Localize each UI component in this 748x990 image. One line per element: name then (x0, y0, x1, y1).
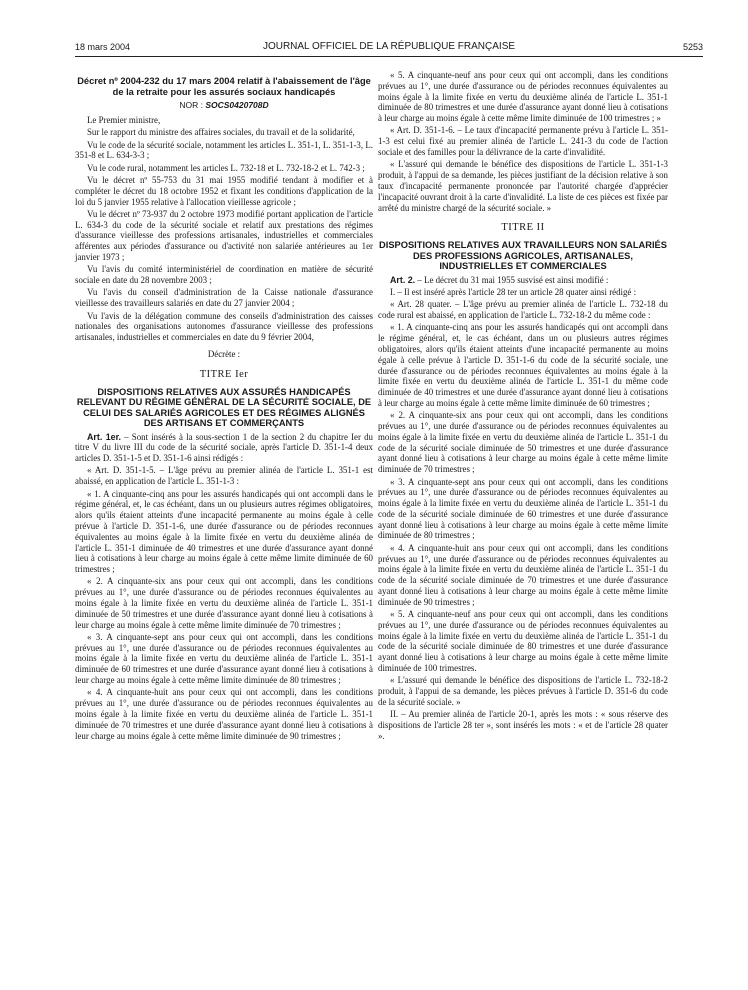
titre-2: TITRE II (501, 222, 545, 234)
paragraph: Vu le décret nº 73-937 du 2 octobre 1973 modifié portant application de l'article L. 634-3 du code de la sécurité sociale et relatif aux prestations des régimes d'assurance vieillesse des professions artisanales, industrielles et commerciales afférentes aux périodes d'assurance ou d'activité non salariée antérieures au 1er janvier 1973 ; (75, 208, 373, 263)
right-column (378, 70, 668, 743)
paragraph: « Art. 28 quater. – L'âge prévu au premier alinéa de l'article L. 732-18 du code rural est abaissé, en application de l'article L. 732-18-2 du même code : (378, 299, 668, 321)
titre-1: TITRE Ier (199, 368, 249, 380)
paragraph: « L'assuré qui demande le bénéfice des dispositions de l'article L. 351-1-3 produit, à l'appui de sa demande, les pièces justifiant de la décision relative à son taux d'incapacité permanente prononcée par l'autorité chargée d'apprécier l'incapacité ouvrant droit à la carte d'invalidité. La liste de ces pièces est fixée par arrêté du ministre chargé de la sécurité sociale. » (378, 159, 668, 213)
paragraph: « 2. A cinquante-six ans pour ceux qui ont accompli, dans les conditions prévues au 1°, une durée d'assurance ou de périodes reconnues équivalentes au moins égale à la limite fixée en vertu du deuxième alinéa de l'article L. 351-1 diminuée de 50 trimestres et une durée d'assurance ayant donné lieu à cotisations à leur charge au moins égale à cette même limite diminuée de 70 trimestres ; (75, 576, 373, 630)
page-header (75, 40, 703, 57)
article-1-label: Art. 1er. (87, 431, 121, 442)
titre-2-heading: DISPOSITIONS RELATIVES AUX TRAVAILLEURS NON SALARIÉS DES PROFESSIONS AGRICOLES, ARTISANALES, INDUSTRIELLES ET COMMERCIALES (379, 240, 667, 272)
left-column (75, 70, 373, 743)
paragraph: « 4. A cinquante-huit ans pour ceux qui ont accompli, dans les conditions prévues au 1°, une durée d'assurance ou de périodes reconnues équivalentes au moins égale à la limite fixée en vertu du deuxième alinéa de l'article L. 351-1 diminuée de 70 trimestres et une durée d'assurance ayant donné lieu à cotisations à leur charge au moins égale à cette même limite diminuée de 90 trimestres ; (75, 687, 373, 741)
paragraph: Vu l'avis du conseil d'administration de la Caisse nationale d'assurance vieillesse des travailleurs salariés en date du 27 janvier 2004 ; (75, 287, 373, 309)
titre-1-heading: DISPOSITIONS RELATIVES AUX ASSURÉS HANDICAPÉS RELEVANT DU RÉGIME GÉNÉRAL DE LA SÉCURITÉ SOCIALE, DE CELUI DES SALARIÉS AGRICOLES ET DES RÉGIMES ALIGNÉS DES ARTISANS ET COMMERÇANTS (76, 386, 372, 429)
article-2-label: Art. 2. (390, 274, 416, 285)
article-2 (378, 275, 668, 286)
decree-title: Décret nº 2004-232 du 17 mars 2004 relatif à l'abaissement de l'âge de la retraite pour les assurés sociaux handicapés (77, 76, 371, 97)
paragraph: Sur le rapport du ministre des affaires sociales, du travail et de la solidarité, (87, 127, 355, 138)
paragraph: « 1. A cinquante-cinq ans pour les assurés handicapés qui ont accompli dans le régime général, et, le cas échéant, dans un ou plusieurs autres régimes obligatoires, alors qu'ils étaient atteints d'une incapacité permanente au moins égale à celle prévue à l'article D. 351-1-6, une durée d'assurance ou de périodes reconnues équivalentes au moins égale à la limite fixée en vertu du deuxième alinéa de l'article L. 351-1 diminuée de 40 trimestres et une durée d'assurance ayant donné lieu à cotisations à leur charge au moins égale à cette même limite diminuée de 60 trimestres ; (75, 488, 373, 575)
paragraph: « 5. A cinquante-neuf ans pour ceux qui ont accompli, dans les conditions prévues au 1°, une durée d'assurance ou de périodes reconnues équivalentes au moins égale à la limite fixée en vertu du deuxième alinéa de l'article L. 351-1 diminuée de 80 trimestres et une durée d'assurance ayant donné lieu à cotisations à leur charge au moins égale à cette même limite diminuée de 100 trimestres ; » (378, 70, 668, 124)
paragraph: « 2. A cinquante-six ans pour ceux qui ont accompli, dans les conditions prévues au 1°, une durée d'assurance ou de périodes reconnues équivalentes au moins égale à la limite fixée en vertu du deuxième alinéa de l'article L. 351-1 du code de la sécurité sociale diminuée de 50 trimestres et une durée d'assurance ayant donné lieu à cotisations à leur charge au moins égale à cette même limite diminuée de 70 trimestres ; (378, 410, 668, 475)
article-1 (75, 432, 373, 464)
article-1-text: – Sont insérés à la sous-section 1 de la section 2 du chapitre Ier du titre V du livre III du code de la sécurité sociale, après l'article D. 351-1-4 deux articles D. 351-1-5 et D. 351-1-6 ainsi rédigés : (75, 431, 373, 464)
journal-title: JOURNAL OFFICIEL DE LA RÉPUBLIQUE FRANÇAISE (262, 41, 516, 52)
article-2-text: – Le décret du 31 mai 1955 susvisé est ainsi modifié : (415, 274, 609, 285)
paragraph: « Art. D. 351-1-5. – L'âge prévu au premier alinéa de l'article L. 351-1 est abaissé, en application de l'article L. 351-1-3 : (75, 465, 373, 487)
nor-reference (75, 100, 373, 110)
paragraph: « 5. A cinquante-neuf ans pour ceux qui ont accompli, dans les conditions prévues au 1°, une durée d'assurance ou de périodes reconnues équivalentes au moins égale à la limite fixée en vertu du deuxième alinéa de l'article L. 351-1 du code de la sécurité sociale diminuée de 80 trimestres et une durée d'assurance ayant donné lieu à cotisations à leur charge au moins égale à cette même limite diminuée de 100 trimestres. (378, 609, 668, 674)
paragraph: « 3. A cinquante-sept ans pour ceux qui ont accompli, dans les conditions prévues au 1°, une durée d'assurance ou de périodes reconnues équivalentes au moins égale à la limite fixée en vertu du deuxième alinéa de l'article L. 351-1 diminuée de 60 trimestres et une durée d'assurance ayant donné lieu à cotisations à leur charge au moins égale à cette même limite diminuée de 80 trimestres ; (75, 631, 373, 686)
paragraph: Le Premier ministre, (87, 115, 161, 125)
decrete-line: Décrète : (207, 348, 241, 359)
nor-label: NOR : (179, 100, 203, 110)
paragraph: « L'assuré qui demande le bénéfice des dispositions de l'article L. 732-18-2 produit, à l'appui de sa demande, les pièces prévues à l'article D. 351-6 du code de la sécurité sociale. » (378, 675, 668, 707)
paragraph: II. – Au premier alinéa de l'article 20-1, après les mots : « sous réserve des dispositions de l'article 28 ter », sont insérés les mots : « et de l'article 28 quater ». (378, 709, 668, 741)
nor-code: SOCS0420708D (205, 100, 269, 110)
paragraph: « 3. A cinquante-sept ans pour ceux qui ont accompli, dans les conditions prévues au 1°, une durée d'assurance ou de périodes reconnues équivalentes au moins égale à la limite fixée en vertu du deuxième alinéa de l'article L. 351-1 du code de la sécurité sociale diminuée de 60 trimestres et une durée d'assurance ayant donné lieu à cotisations à leur charge au moins égale à cette même limite diminuée de 80 trimestres ; (378, 476, 668, 541)
paragraph: « Art. D. 351-1-6. – Le taux d'incapacité permanente prévu à l'article L. 351-1-3 est celui fixé au premier alinéa de l'article L. 241-3 du code de l'action sociale et des familles pour la délivrance de la carte d'invalidité. (378, 125, 668, 158)
paragraph: Vu le code rural, notamment les articles L. 732-18 et L. 732-18-2 et L. 742-3 ; (87, 162, 365, 173)
paragraph: Vu l'avis de la délégation commune des conseils d'administration des caisses nationales des organisations autonomes d'assurance vieillesse des professions artisanales, industrielles et commerciales en date du 9 février 2004, (75, 310, 373, 343)
paragraph: « 4. A cinquante-huit ans pour ceux qui ont accompli, dans les conditions prévues au 1°, une durée d'assurance ou de périodes reconnues équivalentes au moins égale à la limite fixée en vertu du deuxième alinéa de l'article L. 351-1 du code de la sécurité sociale diminuée de 70 trimestres et une durée d'assurance ayant donné lieu à cotisations à leur charge au moins égale à cette même limite diminuée de 90 trimestres ; (378, 542, 668, 607)
header-date: 18 mars 2004 (75, 42, 131, 52)
paragraph: Vu le code de la sécurité sociale, notamment les articles L. 351-1, L. 351-1-3, L. 351-8 et L. 634-3-3 ; (75, 139, 373, 161)
page-number: 5253 (682, 42, 703, 52)
paragraph: I. – Il est inséré après l'article 28 ter un article 28 quater ainsi rédigé : (390, 286, 637, 297)
paragraph: Vu le décret nº 55-753 du 31 mai 1955 modifié tendant à modifier et à compléter le décret du 18 octobre 1952 et fixant les conditions d'application de la loi du 5 janvier 1955 relative à l'allocation vieillesse agricole ; (75, 174, 373, 207)
paragraph: « 1. A cinquante-cinq ans pour les assurés handicapés qui ont accompli dans le régime général, et, le cas échéant, dans un ou plusieurs autres régimes obligatoires, alors qu'ils étaient atteints d'une incapacité permanente au moins égale à celle prévue à l'article D. 351-1-6 du code de la sécurité sociale, une durée d'assurance ou de périodes reconnues équivalentes au moins égale à la limite fixée en vertu du deuxième alinéa de l'article L. 351-1 du même code diminuée de 40 trimestres et une durée d'assurance ayant donné lieu à cotisations à leur charge au moins égale à cette même limite diminuée de 60 trimestres ; (378, 322, 668, 408)
paragraph: Vu l'avis du comité interministériel de coordination en matière de sécurité sociale en date du 28 novembre 2003 ; (75, 264, 373, 286)
